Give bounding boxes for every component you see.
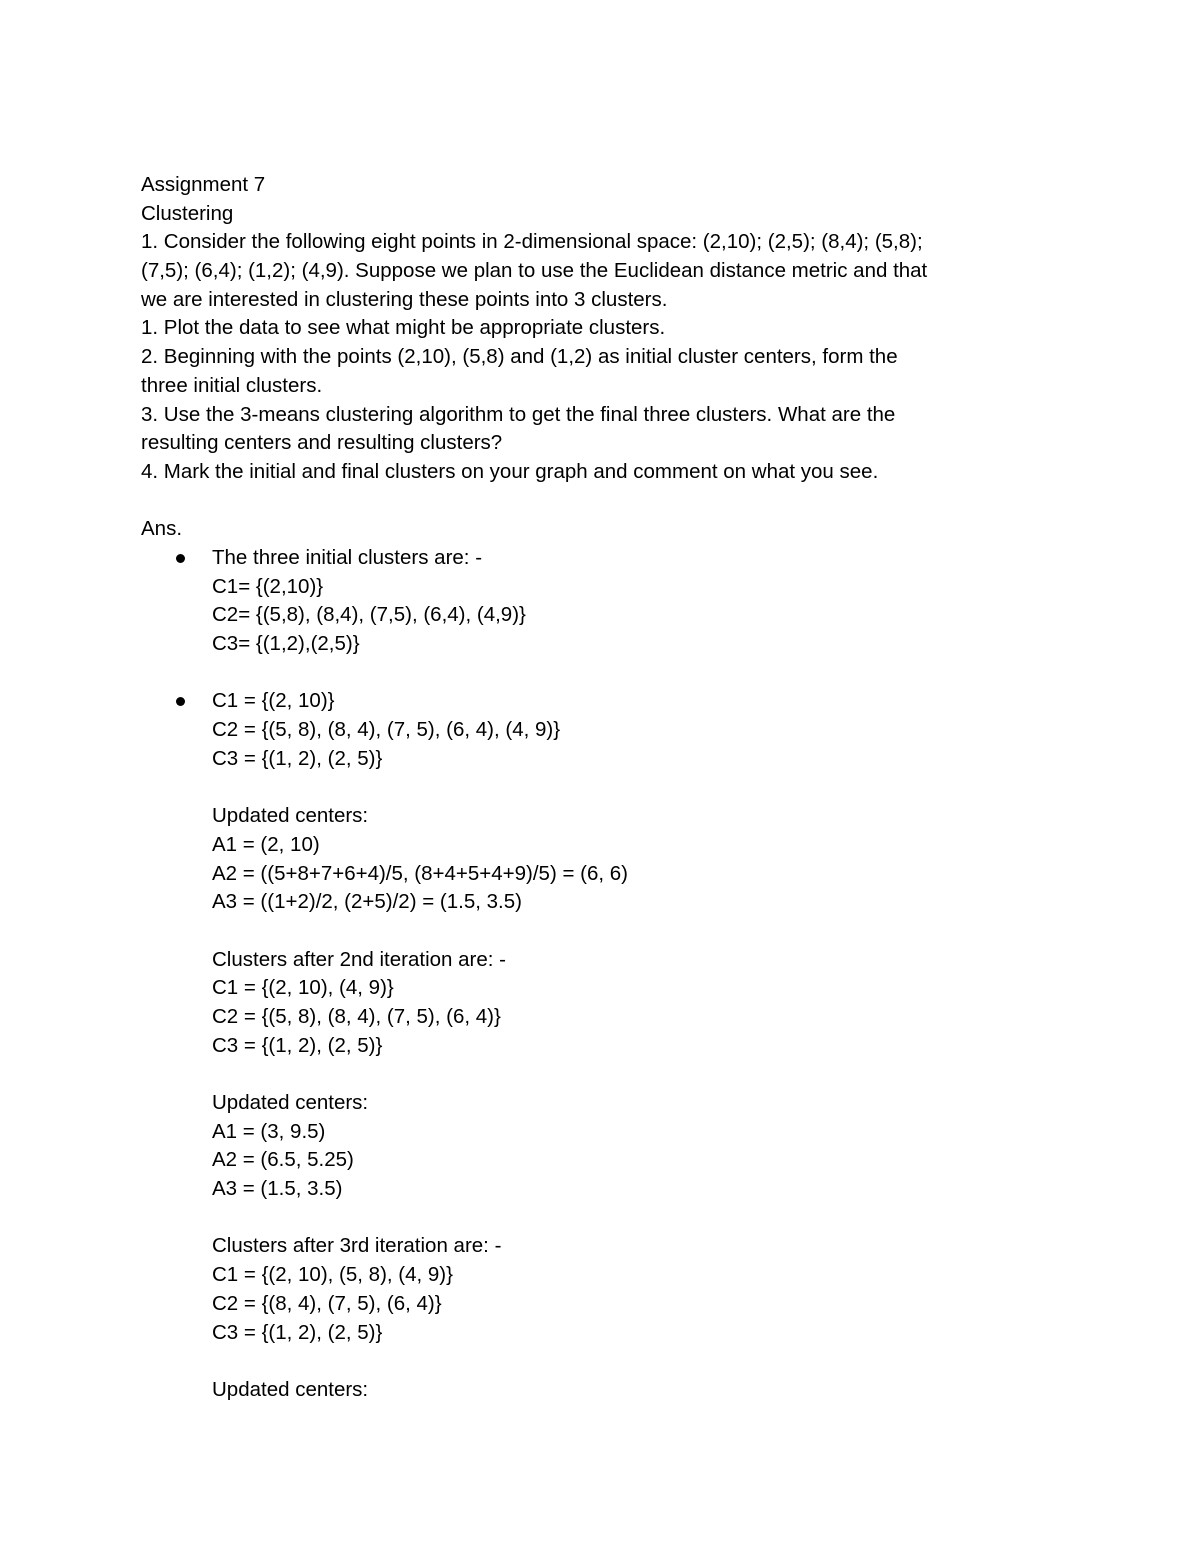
- cluster-line: C1 = {(2, 10), (5, 8), (4, 9)}: [212, 1263, 453, 1287]
- question-line: (7,5); (6,4); (1,2); (4,9). Suppose we plan to use the Euclidean distance metric and that: [141, 259, 928, 283]
- cluster-line: C3 = {(1, 2), (2, 5)}: [212, 1033, 383, 1057]
- cluster-line: C2 = {(5, 8), (8, 4), (7, 5), (6, 4)}: [212, 1004, 501, 1028]
- iteration-heading: Clusters after 3rd iteration are: -: [212, 1234, 502, 1258]
- question-tasks: [141, 314, 1081, 486]
- center-line: A2 = (6.5, 5.25): [212, 1148, 354, 1172]
- bullet-dot-icon: [176, 554, 185, 563]
- spacer: [212, 1204, 1081, 1233]
- bullet-line: C1= {(2,10)}: [212, 574, 324, 598]
- answer-bullet-iterations: [141, 687, 1081, 1404]
- document-body: [141, 171, 1081, 1405]
- cluster-line: C3 = {(1, 2), (2, 5)}: [212, 746, 383, 770]
- cluster-line: C1 = {(2, 10), (4, 9)}: [212, 976, 394, 1000]
- spacer: [141, 487, 1081, 516]
- center-line: A1 = (3, 9.5): [212, 1119, 326, 1143]
- bullet-line: The three initial clusters are: -: [212, 545, 483, 569]
- task-line: 2. Beginning with the points (2,10), (5,8) and (1,2) as initial cluster centers, form the: [141, 345, 898, 369]
- iteration-3-clusters: [212, 1232, 1081, 1347]
- assignment-title: Assignment 7: [141, 173, 266, 196]
- spacer: [212, 773, 1081, 802]
- task-line: 4. Mark the initial and final clusters on your graph and comment on what you see.: [141, 459, 879, 483]
- updated-centers-3: [212, 1376, 1081, 1405]
- center-line: A3 = ((1+2)/2, (2+5)/2) = (1.5, 3.5): [212, 890, 522, 914]
- cluster-line: C3 = {(1, 2), (2, 5)}: [212, 1320, 383, 1344]
- answer-bullet-initial-clusters: [141, 544, 1081, 659]
- task-line: three initial clusters.: [141, 373, 323, 397]
- cluster-line: C2 = {(8, 4), (7, 5), (6, 4)}: [212, 1291, 442, 1315]
- iteration-heading: Clusters after 2nd iteration are: -: [212, 947, 506, 971]
- centers-heading: Updated centers:: [212, 1377, 369, 1401]
- cluster-line: C1 = {(2, 10)}: [212, 689, 335, 713]
- centers-heading: Updated centers:: [212, 804, 369, 828]
- bullet-dot-icon: [176, 697, 185, 706]
- center-line: A1 = (2, 10): [212, 832, 320, 856]
- bullet-line: C3= {(1,2),(2,5)}: [212, 632, 360, 655]
- question-intro: [141, 228, 1081, 314]
- spacer: [141, 659, 1081, 688]
- spacer: [212, 917, 1081, 946]
- updated-centers-1: [212, 802, 1081, 917]
- iteration-1-clusters: [212, 687, 1081, 773]
- question-line: we are interested in clustering these points into 3 clusters.: [141, 287, 668, 311]
- updated-centers-2: [212, 1089, 1081, 1204]
- cluster-line: C2 = {(5, 8), (8, 4), (7, 5), (6, 4), (4, 9)}: [212, 718, 561, 742]
- centers-heading: Updated centers:: [212, 1091, 369, 1114]
- iteration-2-clusters: [212, 946, 1081, 1061]
- spacer: [212, 1060, 1081, 1089]
- task-line: 3. Use the 3-means clustering algorithm to get the final three clusters. What are the: [141, 402, 896, 426]
- bullet-line: C2= {(5,8), (8,4), (7,5), (6,4), (4,9)}: [212, 603, 526, 627]
- task-line: 1. Plot the data to see what might be appropriate clusters.: [141, 316, 666, 340]
- answer-label: Ans.: [141, 517, 183, 541]
- assignment-topic: Clustering: [141, 201, 234, 225]
- task-line: resulting centers and resulting clusters?: [141, 431, 503, 455]
- spacer: [212, 1347, 1081, 1376]
- center-line: A2 = ((5+8+7+6+4)/5, (8+4+5+4+9)/5) = (6, 6): [212, 861, 628, 885]
- center-line: A3 = (1.5, 3.5): [212, 1177, 343, 1201]
- question-line: 1. Consider the following eight points in 2-dimensional space: (2,10); (2,5); (8,4); (5,8);: [141, 230, 923, 254]
